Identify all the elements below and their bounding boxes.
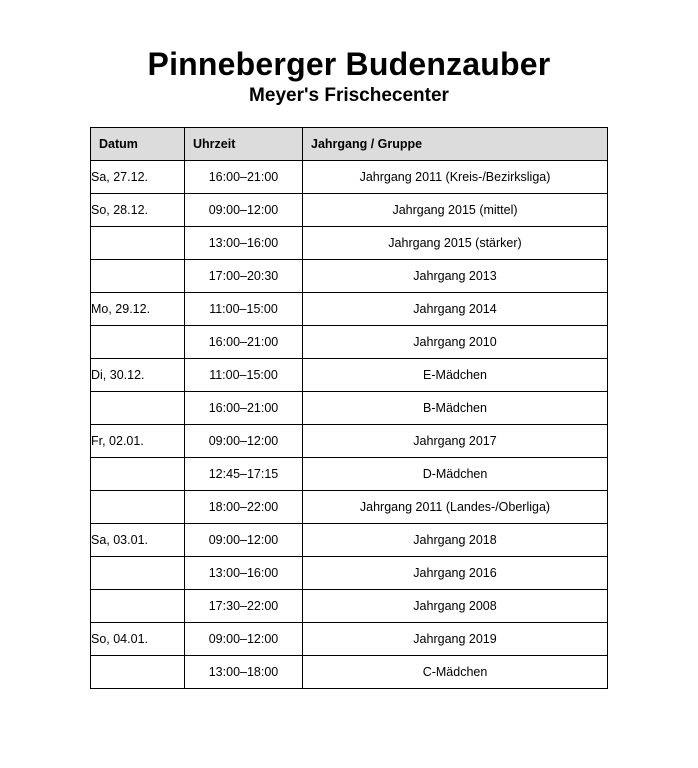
- column-header-group: Jahrgang / Gruppe: [303, 128, 608, 161]
- table-row: [91, 392, 608, 425]
- page-title: Pinneberger Budenzauber: [147, 46, 551, 82]
- time-cell: 16:00–21:00: [185, 326, 303, 359]
- time-cell: 13:00–16:00: [185, 227, 303, 260]
- date-cell: [91, 656, 185, 689]
- date-cell: Mo, 29.12.: [91, 293, 185, 326]
- table-row: [91, 161, 608, 194]
- date-cell: [91, 326, 185, 359]
- time-cell: 13:00–16:00: [185, 557, 303, 590]
- group-cell: Jahrgang 2011 (Kreis-/Bezirksliga): [303, 161, 608, 194]
- time-cell: 09:00–12:00: [185, 194, 303, 227]
- table-row: [91, 227, 608, 260]
- time-cell: 16:00–21:00: [185, 392, 303, 425]
- date-cell: [91, 392, 185, 425]
- group-cell: Jahrgang 2016: [303, 557, 608, 590]
- date-cell: [91, 491, 185, 524]
- table-row: [91, 260, 608, 293]
- group-cell: Jahrgang 2010: [303, 326, 608, 359]
- group-cell: B-Mädchen: [303, 392, 608, 425]
- time-cell: 09:00–12:00: [185, 524, 303, 557]
- group-cell: Jahrgang 2011 (Landes-/Oberliga): [303, 491, 608, 524]
- group-cell: Jahrgang 2015 (stärker): [303, 227, 608, 260]
- date-cell: Fr, 02.01.: [91, 425, 185, 458]
- group-cell: E-Mädchen: [303, 359, 608, 392]
- page-subtitle: Meyer's Frischecenter: [249, 85, 449, 106]
- date-cell: Sa, 27.12.: [91, 161, 185, 194]
- date-cell: So, 04.01.: [91, 623, 185, 656]
- group-cell: Jahrgang 2017: [303, 425, 608, 458]
- date-cell: Di, 30.12.: [91, 359, 185, 392]
- time-cell: 13:00–18:00: [185, 656, 303, 689]
- time-cell: 16:00–21:00: [185, 161, 303, 194]
- table-row: [91, 557, 608, 590]
- group-cell: Jahrgang 2014: [303, 293, 608, 326]
- column-header-date: Datum: [91, 128, 185, 161]
- date-cell: [91, 557, 185, 590]
- table-row: [91, 194, 608, 227]
- time-cell: 12:45–17:15: [185, 458, 303, 491]
- date-cell: Sa, 03.01.: [91, 524, 185, 557]
- time-cell: 18:00–22:00: [185, 491, 303, 524]
- table-row: [91, 293, 608, 326]
- date-cell: So, 28.12.: [91, 194, 185, 227]
- time-cell: 11:00–15:00: [185, 293, 303, 326]
- table-row: [91, 524, 608, 557]
- table-row: [91, 326, 608, 359]
- date-cell: [91, 227, 185, 260]
- table-row: [91, 425, 608, 458]
- time-cell: 17:00–20:30: [185, 260, 303, 293]
- group-cell: Jahrgang 2008: [303, 590, 608, 623]
- table-row: [91, 458, 608, 491]
- date-cell: [91, 590, 185, 623]
- table-row: [91, 491, 608, 524]
- group-cell: C-Mädchen: [303, 656, 608, 689]
- table-header-row: [91, 128, 608, 161]
- column-header-time: Uhrzeit: [185, 128, 303, 161]
- table-row: [91, 656, 608, 689]
- group-cell: Jahrgang 2013: [303, 260, 608, 293]
- table-row: [91, 359, 608, 392]
- table-row: [91, 623, 608, 656]
- group-cell: Jahrgang 2018: [303, 524, 608, 557]
- group-cell: Jahrgang 2015 (mittel): [303, 194, 608, 227]
- time-cell: 09:00–12:00: [185, 425, 303, 458]
- schedule-table: [90, 127, 608, 689]
- date-cell: [91, 260, 185, 293]
- group-cell: D-Mädchen: [303, 458, 608, 491]
- date-cell: [91, 458, 185, 491]
- group-cell: Jahrgang 2019: [303, 623, 608, 656]
- time-cell: 11:00–15:00: [185, 359, 303, 392]
- time-cell: 09:00–12:00: [185, 623, 303, 656]
- table-row: [91, 590, 608, 623]
- schedule-table-body: [91, 161, 608, 689]
- time-cell: 17:30–22:00: [185, 590, 303, 623]
